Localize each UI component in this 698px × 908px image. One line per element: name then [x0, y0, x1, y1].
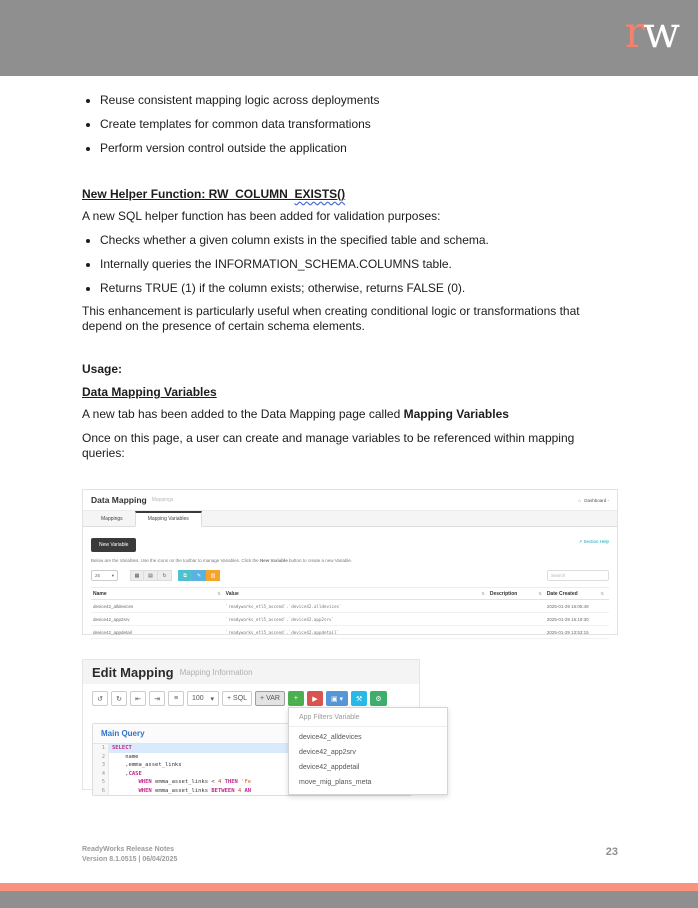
breadcrumb-separator: -: [607, 497, 609, 503]
sort-icon[interactable]: ⇅: [538, 591, 542, 596]
copy-icon: ⧉: [183, 572, 187, 579]
top-banner: [0, 0, 698, 76]
cell-date-created: 2025-01-29 15:19:30: [546, 616, 589, 622]
indent-button[interactable]: [149, 691, 165, 706]
line-number: 6: [93, 787, 109, 796]
sort-icon[interactable]: ⇅: [481, 591, 485, 596]
new-variable-button[interactable]: New Variable: [91, 538, 136, 552]
section-heading-helper-function: [82, 187, 618, 202]
report-icon: ▤: [148, 572, 153, 579]
data-mapping-tabs: [83, 511, 617, 527]
undo-button[interactable]: [92, 691, 108, 706]
cell-date-created: 2025-01-29 13:53:15: [546, 629, 589, 635]
variables-table: [91, 587, 609, 639]
paragraph-bold-text: Mapping Variables: [403, 407, 509, 421]
code-line: 5 WHEN emma_asset_links < 4 THEN 'Fe: [93, 778, 411, 787]
line-number: 3: [93, 761, 109, 770]
sort-icon[interactable]: ⇅: [600, 591, 604, 596]
bullet-item: • Perform version control outside the application: [100, 141, 618, 156]
bottom-gray-bar: [0, 891, 698, 908]
cell-value: `readyworks_etl5_ascend`.`device42.alldevices`: [225, 603, 342, 609]
page-size-value: 25: [95, 573, 101, 578]
tab-mappings[interactable]: Mappings: [101, 516, 123, 522]
table-row[interactable]: [91, 626, 609, 639]
table-row[interactable]: [91, 600, 609, 613]
main-query-label: Main Query: [93, 724, 411, 744]
helper-function-bullet-list: [82, 233, 618, 305]
var-dropdown-item[interactable]: move_mig_plans_meta: [299, 779, 372, 786]
refresh-icon: ↻: [162, 572, 167, 579]
cell-date-created: 2025-01-29 15:05:49: [546, 603, 589, 609]
bottom-accent-bar: [0, 883, 698, 891]
column-header-date-created[interactable]: Date Created ⇅: [546, 590, 604, 597]
mapping-variables-panel: [83, 527, 617, 645]
page-subtitle: Mapping Information: [179, 667, 253, 677]
footer-line1: ReadyWorks Release Notes: [82, 846, 175, 853]
gear-icon: ⚙: [375, 695, 382, 703]
logo-letter-w: w: [643, 8, 678, 58]
table-row[interactable]: [91, 613, 609, 626]
line-number: 5: [93, 778, 109, 787]
chevron-down-icon: ▾: [111, 572, 114, 578]
add-var-button[interactable]: + VAR: [255, 691, 285, 706]
copy-button[interactable]: [178, 570, 192, 581]
usage-label: Usage:: [82, 362, 123, 376]
breadcrumb[interactable]: [578, 498, 609, 503]
heading-text-spellcheck: EXISTS(): [294, 187, 346, 201]
column-header-value[interactable]: Value ⇅: [225, 590, 485, 597]
cell-name: device42_appdetail: [93, 629, 132, 635]
footer-line2: Version 8.1.0515 | 06/04/2025: [82, 856, 178, 863]
breadcrumb-dashboard[interactable]: Dashboard: [584, 497, 607, 503]
add-sql-button[interactable]: + SQL: [222, 691, 252, 706]
bullet-item: • Create templates for common data transformations: [100, 117, 618, 132]
tab-mapping-variables[interactable]: Mapping Variables: [135, 511, 202, 527]
cell-name: device42_alldevices: [93, 603, 134, 609]
list-icon: ≡: [173, 695, 179, 702]
editor-toolbar: [92, 691, 419, 706]
format-button[interactable]: [168, 691, 184, 706]
paragraph: A new SQL helper function has been added for validation purposes:: [82, 209, 441, 223]
readyworks-logo: [624, 8, 678, 58]
zoom-value: 100: [192, 695, 204, 702]
var-dropdown-item[interactable]: device42_app2srv: [299, 749, 356, 756]
export-icon: ▥: [210, 572, 216, 579]
edit-button[interactable]: [192, 570, 206, 581]
redo-button[interactable]: [111, 691, 127, 706]
bullet-item: • Internally queries the INFORMATION_SCHEMA.COLUMNS table.: [100, 257, 618, 272]
benefits-bullet-list: [82, 93, 618, 165]
export-button[interactable]: [206, 570, 220, 581]
column-header-name[interactable]: Name ⇅: [93, 590, 221, 597]
chevron-down-icon: ▾: [339, 695, 344, 703]
code-line: 2 name: [93, 753, 411, 762]
settings-button[interactable]: [370, 691, 386, 706]
var-dropdown-item[interactable]: device42_alldevices: [299, 734, 362, 741]
play-icon: ▶: [312, 695, 318, 703]
line-number: 4: [93, 770, 109, 779]
paragraph: Once on this page, a user can create and manage variables to be referenced within mapping queries:: [82, 431, 575, 460]
search-input[interactable]: [547, 570, 609, 581]
column-header-description[interactable]: Description ⇅: [489, 590, 542, 597]
redo-icon: ↻: [116, 695, 122, 703]
save-icon: ▣: [330, 695, 338, 703]
zoom-select[interactable]: [187, 691, 219, 706]
bullet-item: • Returns TRUE (1) if the column exists; otherwise, returns FALSE (0).: [100, 281, 618, 296]
cell-value: `readyworks_etl5_ascend`.`device42.appdetail`: [225, 629, 340, 635]
page-number: 23: [605, 846, 618, 858]
add-button[interactable]: [288, 691, 304, 706]
description-text: button to create a new Variable.: [287, 558, 353, 563]
plus-icon: +: [293, 695, 298, 702]
outdent-icon: ⇤: [135, 695, 141, 703]
section-help-link[interactable]: [578, 539, 609, 545]
var-dropdown: [288, 707, 448, 795]
tools-button[interactable]: [351, 691, 367, 706]
indent-icon: ⇥: [154, 695, 160, 703]
cell-name: device42_app2srv: [93, 616, 130, 622]
code-line: 6 WHEN emma_asset_links BETWEEN 4 AN: [93, 787, 411, 796]
external-link-icon: ↗: [578, 539, 583, 544]
paragraph: [82, 407, 618, 422]
heading-text: New Helper Function: RW_COLUMN_: [82, 187, 295, 201]
save-dropdown-button[interactable]: [326, 691, 348, 706]
chevron-down-icon: ▾: [210, 695, 214, 703]
columns-button[interactable]: [130, 570, 144, 581]
outdent-button[interactable]: [130, 691, 146, 706]
code-line: 1 SELECT: [93, 744, 411, 753]
page-subtitle: Mappings: [151, 497, 174, 503]
section-heading-data-mapping-variables: Data Mapping Variables: [82, 385, 217, 399]
bullet-item: • Reuse consistent mapping logic across deployments: [100, 93, 618, 108]
edit-mapping-page-header: [83, 660, 419, 684]
table-header-row: [91, 587, 609, 600]
page-size-select[interactable]: [91, 570, 118, 581]
bullet-item: • Checks whether a given column exists in the specified table and schema.: [100, 233, 618, 248]
code-line: 3 ,emma_asset_links: [93, 761, 411, 770]
variables-description: [91, 558, 609, 563]
page-title: Data Mapping: [91, 495, 147, 505]
embedded-screenshot-edit-mapping: [82, 659, 420, 794]
embedded-screenshot-data-mapping: [82, 489, 618, 635]
paragraph: This enhancement is particularly useful when creating conditional logic or transformations that depend on the presence of certain schema elements.: [82, 304, 580, 333]
refresh-button[interactable]: [158, 570, 172, 581]
report-button[interactable]: [144, 570, 158, 581]
data-mapping-page-header: [83, 490, 617, 511]
variables-toolbar: [91, 570, 609, 581]
cell-value: `readyworks_etl5_ascend`.`device42.app2srv`: [225, 616, 335, 622]
description-bold-text: New Variable: [259, 558, 288, 563]
line-number: 1: [93, 744, 109, 753]
var-dropdown-header: App Filters Variable: [289, 708, 447, 727]
section-help-label: Section Help: [583, 539, 609, 544]
line-number: 2: [93, 753, 109, 762]
home-icon: ⌂: [578, 497, 581, 503]
description-text: Below are the Variables. Use the icons on the toolbar to manage Variables. Click the: [91, 558, 260, 563]
wrench-icon: ⚒: [356, 695, 363, 703]
run-button[interactable]: [307, 691, 323, 706]
sort-icon[interactable]: ⇅: [217, 591, 221, 596]
logo-letter-r: r: [624, 8, 644, 58]
footer: [82, 845, 177, 865]
grid-icon: ▦: [134, 572, 140, 579]
page-title: Edit Mapping: [92, 664, 174, 680]
pencil-icon: ✎: [196, 572, 202, 579]
paragraph-text: A new tab has been added to the Data Mapping page called: [82, 407, 404, 421]
code-line: 4 ,CASE: [93, 770, 411, 779]
undo-icon: ↺: [97, 695, 103, 703]
var-dropdown-item[interactable]: device42_appdetail: [299, 764, 360, 771]
